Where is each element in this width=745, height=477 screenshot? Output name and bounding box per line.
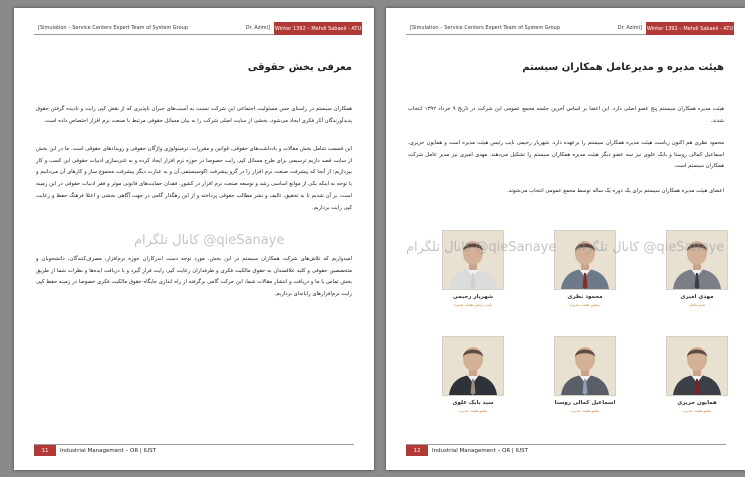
member-photo (554, 336, 616, 396)
portrait-silhouette (555, 337, 615, 395)
portrait-silhouette (443, 337, 503, 395)
member-card (440, 336, 506, 413)
page-footer (34, 444, 354, 456)
page-number: 11 (34, 445, 56, 456)
document-page-left (14, 8, 374, 470)
portrait-silhouette (667, 337, 727, 395)
member-name: مهدی امیری (680, 294, 714, 300)
footer-text: Industrial Management – OR | IUST (432, 447, 529, 454)
watermark-duplicate: کانال تلگرام @qieSanaye (574, 240, 725, 255)
member-role: عضو هیئت مدیره (458, 408, 488, 413)
member-name: محمود نظری (567, 294, 603, 300)
member-name: همایون حریری (677, 400, 717, 406)
header-title: [Simulation – Service Centers Expert Team of System Group (410, 25, 560, 31)
member-name: سید بابک علوی (452, 400, 494, 406)
member-card (552, 336, 618, 413)
paragraph-1: هیئت مدیره همکاران سیستم پنج عضو اصلی دارد. این اعضا بر اساس آخرین جلسه مجمع عمومی این شرکت در تاریخ ۹ خرداد ۱۳۹۲ انتخاب شدند. (408, 106, 725, 124)
member-role: عضو هیئت مدیره (570, 408, 600, 413)
header-title: [Simulation – Service Centers Expert Team of System Group (38, 25, 188, 31)
page-title: هیئت مدیره و مدیرعامل همکاران سیستم (522, 62, 724, 73)
watermark: کانال تلگرام @qieSanaye (406, 240, 557, 255)
member-photo (666, 230, 728, 290)
watermark: کانال تلگرام @qieSanaye (134, 233, 285, 248)
member-role: نایب رئیس هیئت مدیره (453, 302, 493, 307)
member-name: شهریار رحیمی (452, 294, 494, 300)
member-role: عضو هیئت مدیره (682, 408, 712, 413)
member-name: اسماعیل کمالی روستا (554, 400, 616, 406)
paragraph-2: محمود نظری هم اکنون ریاست هیئت مدیره همکاران سیستم را برعهده دارد. شهریار رحیمی نایب رئیس هیئت مدیره است و همایون حریری، اسماعیل کمالی روستا و بابک علوی نیز سه عضو دیگر هیئت مدیره همکاران سیستم را تشکیل می‌دهند. مهدی امیری نیز مدیر عامل شرکت همکاران سیستم است. (408, 140, 724, 170)
page-header (406, 22, 734, 35)
paragraph-3: امیدواریم که تلاش‌های شرکت همکاران سیستم در این بخش، مورد توجه دست اندرکاران حوزه نرم‌افزار، مصرف‌کنندگان، دانشجویان و متخصصین حقوقی و کلیه علاقمندان به حقوق مالکیت فکری و طرفداران رعایت کپی رایت قرار گیرد و با دریافت ایده‌ها و نظرات شما از طریق بخش تماس با ما و دریافت و انتشار مقالات شما، این حرکت گامی برگرفته از راه اندازی جایگاه حقوق مالکیت فکری خصوصا در زمینه حفظ کپی رایت نرم‌افزارهای رایانه‌ای برداریم. (36, 256, 352, 298)
member-photo (666, 336, 728, 396)
header-author: Dr. Azimi] (245, 25, 270, 31)
member-role: مدیرعامل (688, 302, 706, 307)
footer-text: Industrial Management – OR | IUST (60, 447, 157, 454)
document-page-right (386, 8, 745, 470)
member-photo (442, 230, 504, 290)
page-footer (406, 444, 726, 456)
header-tag: Winter 1392 – Mehdi Sabaeii - ATU (274, 22, 362, 35)
header-author: Dr. Azimi] (617, 25, 642, 31)
page-number: 12 (406, 445, 428, 456)
paragraph-1: همکاران سیستم در راستای حس مسئولیت اجتماعی این شرکت نسبت به آسیب‌های جبران ناپذیری که از نقض کپی رایت و نادیده گرفتن حقوق پدیدآورندگان آثار فکری ایجاد می‌شود، بخشی از سایت اصلی شرکت را به بیان مسائل حقوقی مرتبط با صنعت نرم افزار اختصاص داده است. (36, 106, 352, 124)
member-card (664, 336, 730, 413)
page-title: معرفی بخش حقوقی (247, 62, 352, 73)
page-header (34, 22, 362, 35)
header-tag: Winter 1392 – Mehdi Sabaeii - ATU (646, 22, 734, 35)
member-photo (554, 230, 616, 290)
member-role: رئیس هیئت مدیره (569, 302, 600, 307)
paragraph-3: اعضای هیئت مدیره همکاران سیستم برای یک دوره یک ساله توسط مجمع عمومی انتخاب می‌شوند. (507, 188, 724, 194)
member-photo (442, 336, 504, 396)
paragraph-2: این قسمت شامل بخش مقالات و یادداشت‌های حقوقی، قوانین و مقررات، ترمینولوژی واژگان حقوقی و رویدادهای حقوقی است. ما در این بخش از سایت قصد داریم ترسیمی برای طرح مسائل کپی رایت خصوصا در حوزه نرم افزار ایجاد کرده و به غنی‌سازی ادبیات حقوقی این کسب و کار بپردازیم؛ از آنجا که پیشرفت صنعت نرم افزار را در گرو پیشرفت اکوسیستمی آن و به عبارت دیگر پیشرفت مجموع ساز و کارهای آن می‌دانیم و با توجه به اینکه یکی از موانع اساسی رشد و توسعه صنعت نرم افزار در کشور، فقدان حمایت‌های قانونی موثر و فقر ادبیات حقوقی در این زمینه است، بر آن شدیم تا به تحقیق، تالیف و نشر مطالب حقوقی پرداخته و از این رهگذار گامی در جهت آگاهی بخشی و اعتلا فرهنگ حفظ و رعایت کپی رایت برداریم. (36, 146, 352, 211)
